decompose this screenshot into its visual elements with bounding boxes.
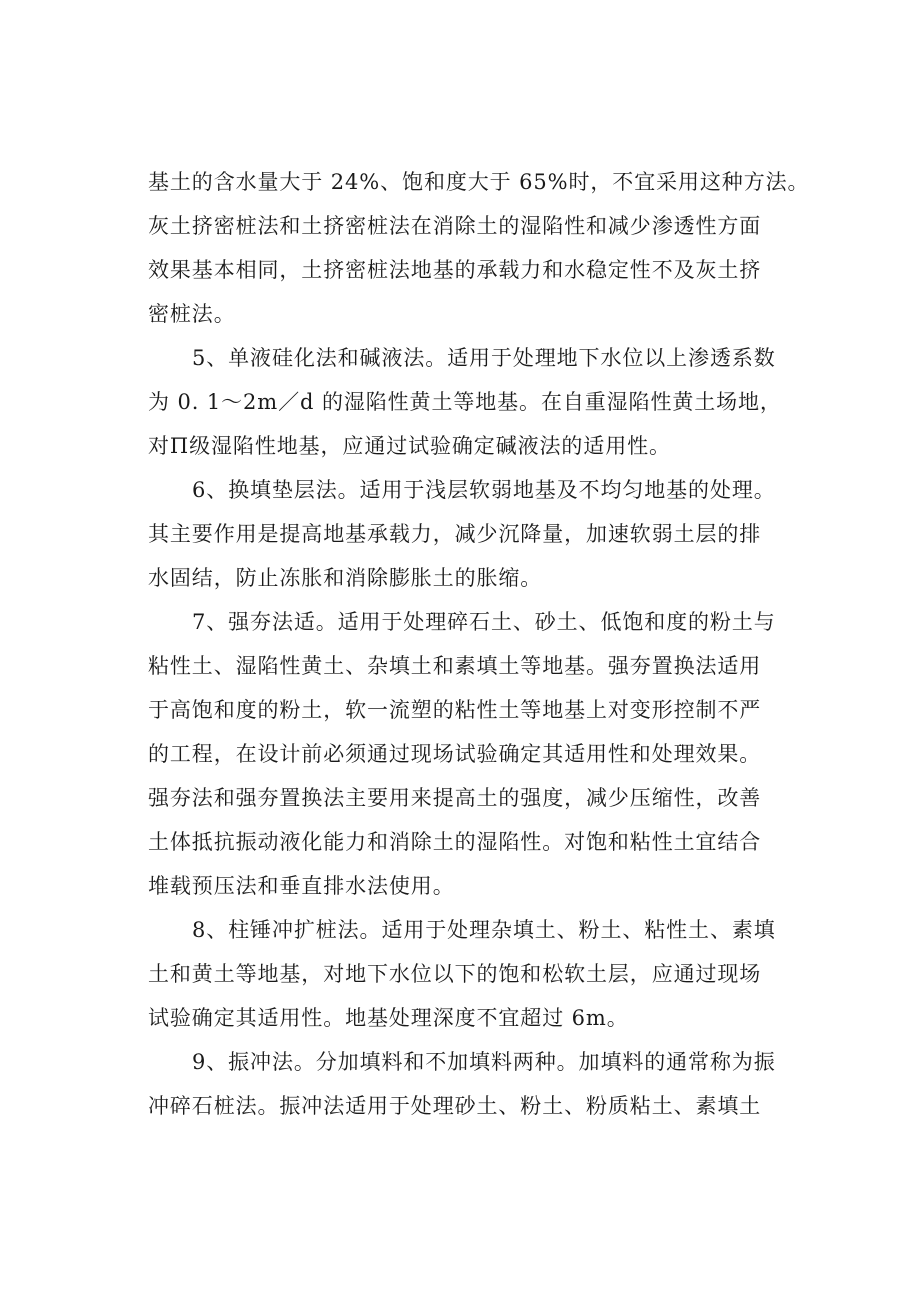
text-line: 的工程，在设计前必须通过现场试验确定其适用性和处理效果。 <box>148 742 762 766</box>
paragraph-9-start: 9、振冲法。分加填料和不加填料两种。加填料的通常称为振 <box>192 1050 776 1074</box>
text-line: 冲碎石桩法。振冲法适用于处理砂土、粉土、粉质粘土、素填土 <box>148 1094 762 1118</box>
text-line: 堆载预压法和垂直排水法使用。 <box>148 874 455 898</box>
paragraph-5-start: 5、单液硅化法和碱液法。适用于处理地下水位以上渗透系数 <box>192 346 776 370</box>
text-line: 于高饱和度的粉土，软一流塑的粘性土等地基上对变形控制不严 <box>148 698 762 722</box>
text-line: 密桩法。 <box>148 302 236 326</box>
text-line: 效果基本相同，土挤密桩法地基的承载力和水稳定性不及灰土挤 <box>148 258 762 282</box>
text-line: 对Π级湿陷性地基，应通过试验确定碱液法的适用性。 <box>148 434 671 458</box>
text-line: 水固结，防止冻胀和消除膨胀土的胀缩。 <box>148 566 543 590</box>
document-body <box>148 160 814 1128</box>
paragraph-7-start: 7、强夯法适。适用于处理碎石土、砂土、低饱和度的粉土与 <box>192 610 776 634</box>
text-line: 土体抵抗振动液化能力和消除土的湿陷性。对饱和粘性土宜结合 <box>148 830 762 854</box>
text-line: 基土的含水量大于 24%、饱和度大于 65%时，不宜采用这种方法。 <box>148 170 810 194</box>
text-line: 试验确定其适用性。地基处理深度不宜超过 6m。 <box>148 1006 629 1030</box>
paragraph-8-start: 8、柱锤冲扩桩法。适用于处理杂填土、粉土、粘性土、素填 <box>192 918 776 942</box>
text-line: 强夯法和强夯置换法主要用来提高土的强度，减少压缩性，改善 <box>148 786 762 810</box>
text-line: 其主要作用是提高地基承载力，减少沉降量，加速软弱土层的排 <box>148 522 762 546</box>
text-line: 土和黄土等地基，对地下水位以下的饱和松软土层，应通过现场 <box>148 962 762 986</box>
text-line: 为 0. 1～2m／d 的湿陷性黄土等地基。在自重湿陷性黄土场地， <box>148 390 782 414</box>
paragraph-6-start: 6、换填垫层法。适用于浅层软弱地基及不均匀地基的处理。 <box>192 478 776 502</box>
text-line: 灰土挤密桩法和土挤密桩法在消除土的湿陷性和减少渗透性方面 <box>148 214 762 238</box>
text-line: 粘性土、湿陷性黄土、杂填土和素填土等地基。强夯置换法适用 <box>148 654 762 678</box>
